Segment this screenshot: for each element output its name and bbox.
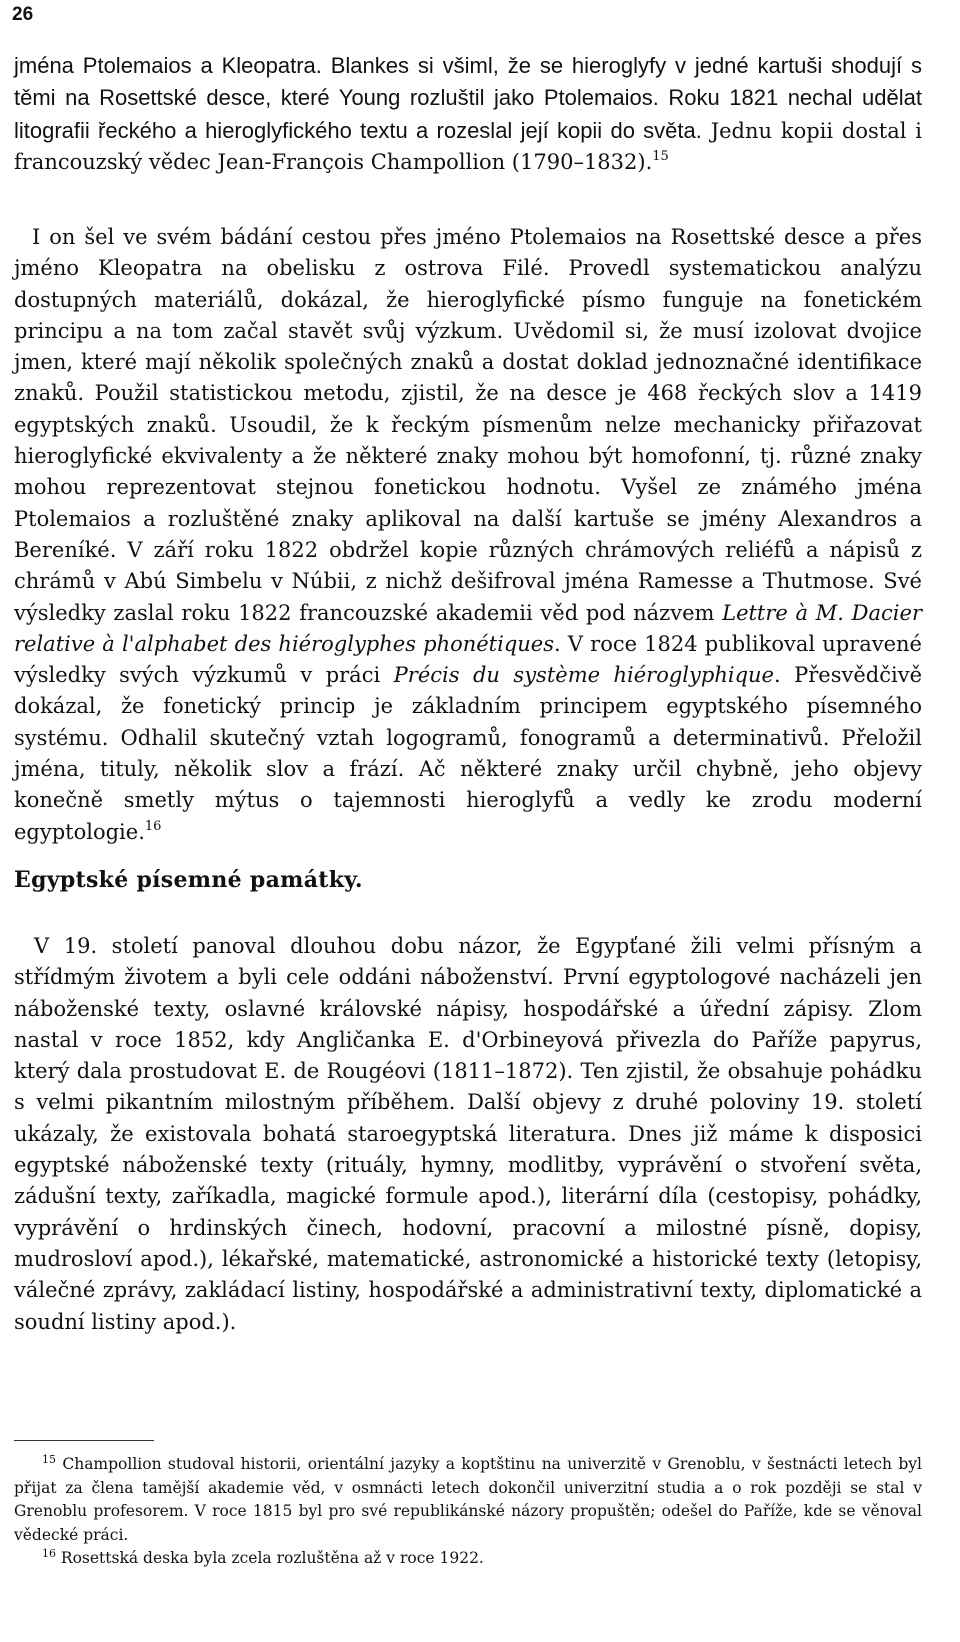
footnotes — [14, 1453, 922, 1571]
footnote-15 — [14, 1453, 922, 1547]
paragraph-2 — [14, 222, 922, 848]
work-title-lettre: Lettre à M. Dacier relative à l'alphabet des hiéroglyphes phonétiques — [14, 600, 922, 656]
paragraph-2-part-b: . V roce 1824 publikoval upravené výsledky svých výzkumů v práci — [14, 631, 922, 688]
footnote-mark: 15 — [42, 1453, 56, 1466]
footnote-mark: 16 — [42, 1547, 56, 1560]
footnote-text: Rosettská deska byla zcela rozluštěna až v roce 1922. — [56, 1549, 484, 1567]
footnote-divider — [14, 1440, 154, 1441]
paragraph-1 — [14, 50, 922, 178]
footnote-16 — [14, 1547, 922, 1571]
paragraph-2-part-a: I on šel ve svém bádání cestou přes jméno Ptolemaios na Rosettské desce a přes jméno Kleopatra na obelisku z ostrova Filé. Provedl systematickou analýzu dostupných materiálů, dokázal, že hieroglyfické písmo funguje na fonetickém principu a na tom začal stavět svůj výzkum. Uvědomil si, že musí izolovat dvojice jmen, které mají několik společných znaků a dostat doklad jednoznačné identifikace znaků. Použil statistickou metodu, zjistil, že na desce je 468 řeckých slov a 1419 egyptských znaků. Usoudil, že k řeckým písmenům nelze mechanicky přiřazovat hieroglyfické ekvivalenty a že některé znaky mohou být homofonní, tj. různé znaky mohou reprezentovat stejnou fonetickou hodnotu. Vyšel ze známého jména Ptolemaios a rozluštěné znaky aplikoval na další kartuše se jmény Alexandros a Bereníké. V září roku 1822 obdržel kopie různých chrámových reliéfů a nápisů z chrámů v Abú Simbelu v Núbii, z nichž dešifroval jména Ramesse a Thutmose. Své výsledky zaslal roku 1822 francouzské akademii věd pod názvem — [14, 225, 922, 625]
paragraph-2-part-c: . Přesvědčivě dokázal, že fonetický princip je základním principem egyptského písemného systému. Odhalil skutečný vztah logogramů, fonogramů a determinativů. Přeložil jména, tituly, několik slov a frází. Ač některé znaky určil chybně, jeho objevy konečně smetly mýtus o tajemnosti hieroglyfů a vedly ke zrodu moderní egyptologie. — [14, 663, 922, 844]
section-heading: Egyptské písemné památky. — [14, 867, 363, 893]
paragraph-1-lead: jména Ptolemaios a Kleopatra. Blankes si všiml, že se hieroglyfy v jedné kartuši shodují s těmi na Rosettské desce, které Young rozluštil jako Ptolemaios. Roku 1821 nechal udělat litografii řeckého a hieroglyfického textu a rozeslal její kopii do světa. — [14, 53, 922, 143]
footnote-ref-16[interactable]: 16 — [144, 818, 162, 834]
paragraph-3: V 19. století panoval dlouhou dobu názor, že Egypťané žili velmi přísným a střídmým životem a byli cele oddáni náboženství. První egyptologové nacházeli jen náboženské texty, oslavné královské nápisy, hospodářské a úřední zápisy. Zlom nastal v roce 1852, kdy Angličanka E. d'Orbineyová přivezla do Paříže papyrus, který dala prostudovat E. de Rougéovi (1811–1872). Ten zjistil, že obsahuje pohádku s velmi pikantním milostným příběhem. Další objevy z druhé poloviny 19. století ukázaly, že existovala bohatá staroegyptská literatura. Dnes již máme k disposici egyptské náboženské texty (rituály, hymny, modlitby, vyprávění o stvoření světa, zádušní texty, zaříkadla, magické formule apod.), literární díla (cestopisy, pohádky, vyprávění o hrdinských činech, hodovní, pracovní a milostné písně, dopisy, mudrosloví apod.), lékařské, matematické, astronomické a historické texty (letopisy, válečné zprávy, zakládací listiny, hospodářské a administrativní texty, diplomatické a soudní listiny apod.). — [14, 934, 922, 1334]
footnote-ref-15[interactable]: 15 — [652, 148, 669, 164]
work-title-precis: Précis du système hiéroglyphique — [393, 663, 774, 688]
page-number: 26 — [12, 4, 34, 25]
paragraph-1-rest: Jednu kopii dostal i francouzský vědec Jean-François Champollion (1790–1832). — [14, 118, 922, 174]
footnote-text: Champollion studoval historii, orientální jazyky a koptštinu na univerzitě v Grenoblu, v šestnácti letech byl přijat za člena tamější akademie věd, v osmnácti letech dokončil univerzitní studia a o rok později se stal v Grenoblu profesorem. V roce 1815 byl pro své republikánské názory propuštěn; odešel do Paříže, kde se věnoval vědecké práci. — [14, 1455, 922, 1544]
